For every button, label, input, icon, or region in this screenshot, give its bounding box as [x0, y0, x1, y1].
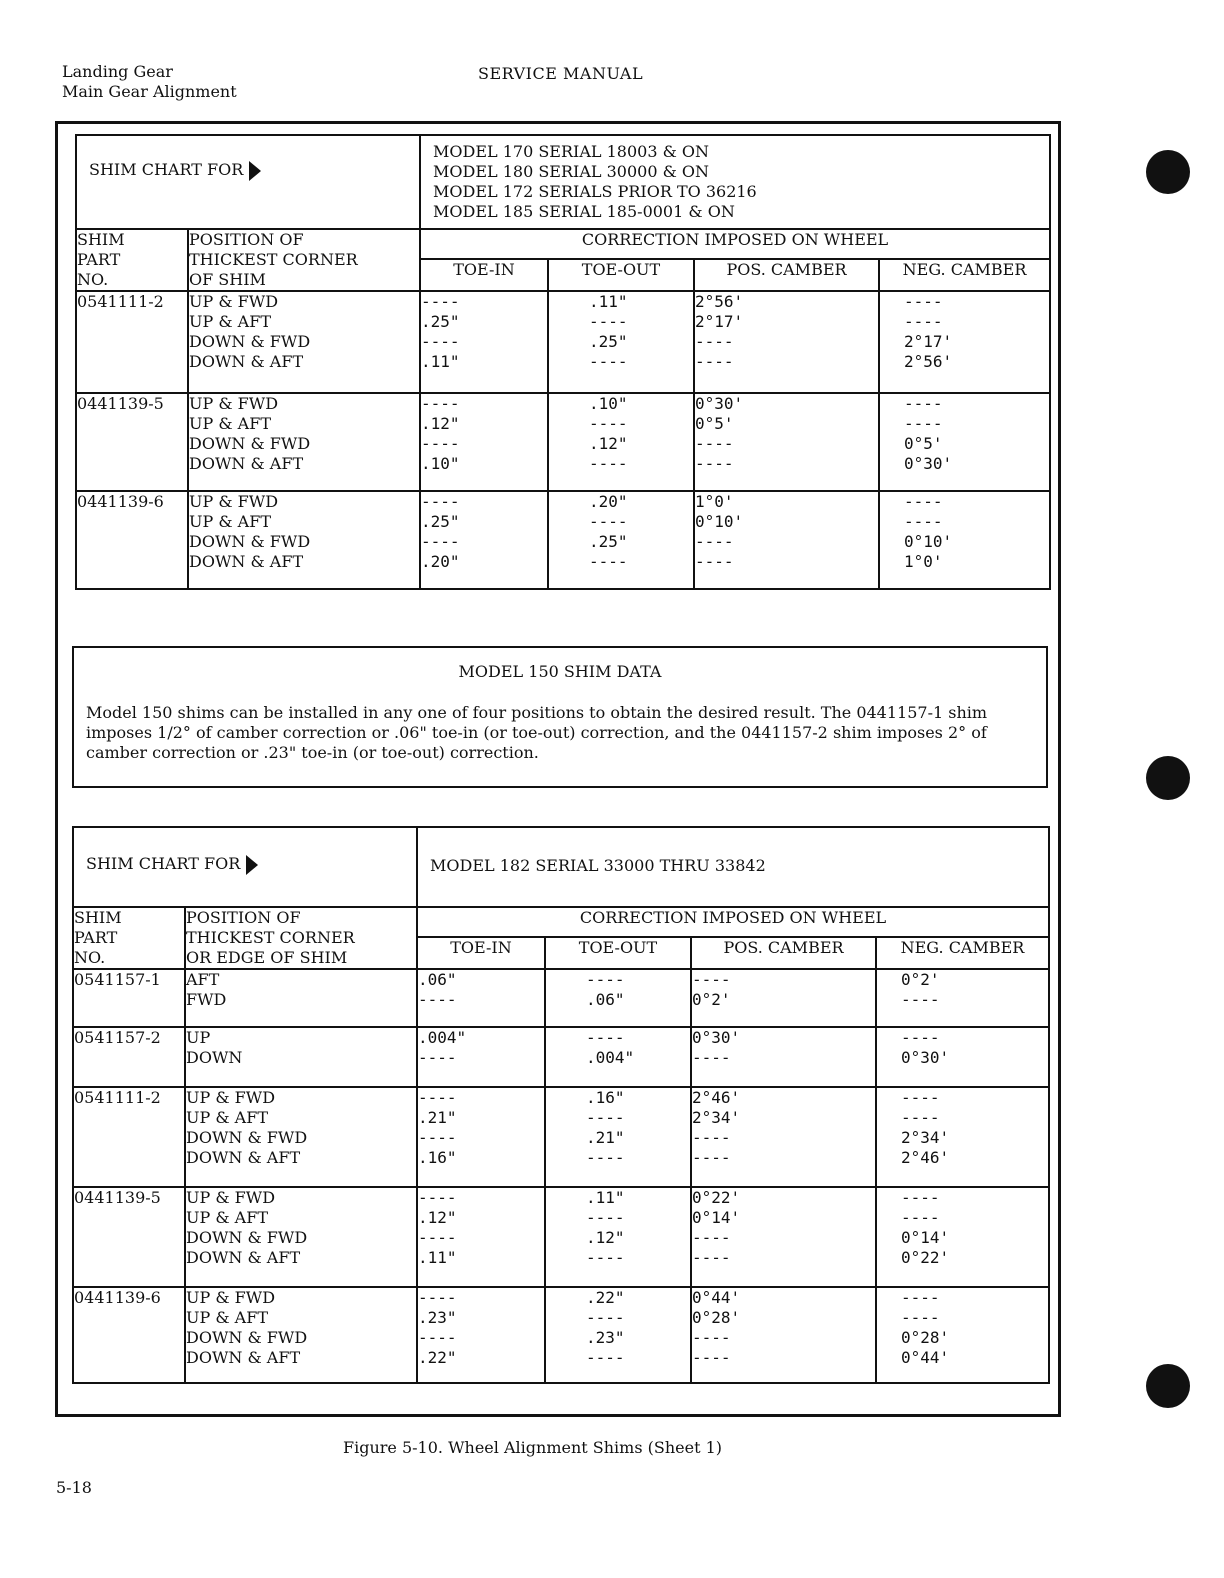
- col-position-header: POSITION OF THICKEST CORNER OF SHIM: [188, 229, 420, 291]
- toe-out-values: .20" ---- .25" ----: [548, 491, 694, 589]
- neg-camber-values: ---- ---- 0°10' 1°0': [879, 491, 1050, 589]
- toe-in-values: ---- .21" ---- .16": [417, 1087, 545, 1187]
- chart-1-shim-chart-for: SHIM CHART FOR: [89, 160, 244, 179]
- pos-camber-header: POS. CAMBER: [694, 259, 879, 291]
- positions: UP & FWD UP & AFT DOWN & FWD DOWN & AFT: [188, 491, 420, 589]
- arrow-right-icon: [246, 855, 258, 875]
- pos-camber-values: 2°46' 2°34' ---- ----: [691, 1087, 876, 1187]
- section-heading: [62, 62, 237, 102]
- table-row: [73, 1027, 1049, 1087]
- chart-1-models-cell: [420, 135, 1050, 229]
- pos-camber-values: 0°22' 0°14' ---- ----: [691, 1187, 876, 1287]
- neg-camber-values: ---- ---- 2°34' 2°46': [876, 1087, 1049, 1187]
- neg-camber-header: NEG. CAMBER: [879, 259, 1050, 291]
- chart-1-label-cell: [76, 135, 420, 229]
- chart-2-model-cell: [417, 827, 1049, 907]
- part-number: 0541157-1: [73, 969, 185, 1027]
- neg-camber-values: ---- ---- 0°5' 0°30': [879, 393, 1050, 491]
- toe-out-values: .16" ---- .21" ----: [545, 1087, 691, 1187]
- toe-in-header: TOE-IN: [417, 937, 545, 969]
- table-row: [76, 291, 1050, 393]
- toe-out-header: TOE-OUT: [545, 937, 691, 969]
- toe-out-values: ---- .06": [545, 969, 691, 1027]
- neg-camber-header: NEG. CAMBER: [876, 937, 1049, 969]
- part-number: 0441139-5: [73, 1187, 185, 1287]
- correction-header: CORRECTION IMPOSED ON WHEEL: [420, 229, 1050, 259]
- binder-hole-icon: [1146, 756, 1190, 800]
- chart-1-model: MODEL 185 SERIAL 185-0001 & ON: [433, 202, 735, 221]
- shim-table-2: [72, 826, 1050, 1384]
- toe-out-header: TOE-OUT: [548, 259, 694, 291]
- correction-header: CORRECTION IMPOSED ON WHEEL: [417, 907, 1049, 937]
- table-row: [73, 1087, 1049, 1187]
- shim-chart-2: [72, 826, 1048, 1384]
- pos-camber-header: POS. CAMBER: [691, 937, 876, 969]
- positions: AFT FWD: [185, 969, 417, 1027]
- positions: UP & FWD UP & AFT DOWN & FWD DOWN & AFT: [188, 393, 420, 491]
- positions: UP & FWD UP & AFT DOWN & FWD DOWN & AFT: [185, 1287, 417, 1383]
- part-number: 0541111-2: [73, 1087, 185, 1187]
- positions: UP & FWD UP & AFT DOWN & FWD DOWN & AFT: [185, 1087, 417, 1187]
- col-part-header: SHIM PART NO.: [76, 229, 188, 291]
- part-number: 0441139-5: [76, 393, 188, 491]
- neg-camber-values: ---- ---- 2°17' 2°56': [879, 291, 1050, 393]
- positions: UP & FWD UP & AFT DOWN & FWD DOWN & AFT: [188, 291, 420, 393]
- toe-in-values: .06" ----: [417, 969, 545, 1027]
- pos-camber-values: 0°44' 0°28' ---- ----: [691, 1287, 876, 1383]
- pos-camber-values: 0°30' 0°5' ---- ----: [694, 393, 879, 491]
- neg-camber-values: ---- ---- 0°14' 0°22': [876, 1187, 1049, 1287]
- arrow-right-icon: [249, 161, 261, 181]
- shim-chart-1: [75, 134, 1049, 590]
- toe-out-values: .11" ---- .12" ----: [545, 1187, 691, 1287]
- part-number: 0441139-6: [76, 491, 188, 589]
- part-number: 0441139-6: [73, 1287, 185, 1383]
- col-part-header: SHIM PART NO.: [73, 907, 185, 969]
- toe-in-values: ---- .23" ---- .22": [417, 1287, 545, 1383]
- model-150-title: MODEL 150 SHIM DATA: [458, 662, 662, 681]
- toe-in-values: ---- .12" ---- .10": [420, 393, 548, 491]
- chart-1-model: MODEL 180 SERIAL 30000 & ON: [433, 162, 710, 181]
- model-150-shim-data: [72, 646, 1048, 788]
- section-subtitle: Main Gear Alignment: [62, 82, 237, 101]
- neg-camber-values: ---- 0°30': [876, 1027, 1049, 1087]
- chart-2-model: MODEL 182 SERIAL 33000 THRU 33842: [430, 856, 766, 875]
- chart-2-label-cell: [73, 827, 417, 907]
- chart-1-model: MODEL 172 SERIALS PRIOR TO 36216: [433, 182, 757, 201]
- table-row: [76, 393, 1050, 491]
- figure-caption: Figure 5-10. Wheel Alignment Shims (Sheet 1): [343, 1438, 723, 1457]
- shim-table-1: [75, 134, 1051, 590]
- pos-camber-values: 1°0' 0°10' ---- ----: [694, 491, 879, 589]
- pos-camber-values: 2°56' 2°17' ---- ----: [694, 291, 879, 393]
- part-number: 0541157-2: [73, 1027, 185, 1087]
- pos-camber-values: ---- 0°2': [691, 969, 876, 1027]
- part-number: 0541111-2: [76, 291, 188, 393]
- neg-camber-values: 0°2' ----: [876, 969, 1049, 1027]
- toe-out-values: ---- .004": [545, 1027, 691, 1087]
- toe-in-values: ---- .25" ---- .20": [420, 491, 548, 589]
- page-number: 5-18: [56, 1478, 92, 1497]
- toe-out-values: .11" ---- .25" ----: [548, 291, 694, 393]
- neg-camber-values: ---- ---- 0°28' 0°44': [876, 1287, 1049, 1383]
- binder-hole-icon: [1146, 1364, 1190, 1408]
- binder-hole-icon: [1146, 150, 1190, 194]
- toe-in-header: TOE-IN: [420, 259, 548, 291]
- table-row: [73, 1287, 1049, 1383]
- table-row: [76, 491, 1050, 589]
- manual-title: SERVICE MANUAL: [478, 64, 644, 83]
- toe-out-values: .22" ---- .23" ----: [545, 1287, 691, 1383]
- toe-in-values: .004" ----: [417, 1027, 545, 1087]
- chart-2-shim-chart-for: SHIM CHART FOR: [86, 854, 241, 873]
- toe-in-values: ---- .25" ---- .11": [420, 291, 548, 393]
- table-row: [73, 969, 1049, 1027]
- section-title: Landing Gear: [62, 62, 173, 81]
- positions: UP DOWN: [185, 1027, 417, 1087]
- toe-out-values: .10" ---- .12" ----: [548, 393, 694, 491]
- table-row: [73, 1187, 1049, 1287]
- positions: UP & FWD UP & AFT DOWN & FWD DOWN & AFT: [185, 1187, 417, 1287]
- pos-camber-values: 0°30' ----: [691, 1027, 876, 1087]
- toe-in-values: ---- .12" ---- .11": [417, 1187, 545, 1287]
- chart-1-model: MODEL 170 SERIAL 18003 & ON: [433, 142, 710, 161]
- model-150-body: Model 150 shims can be installed in any one of four positions to obtain the desired result. The 0441157-1 shim imposes 1/2° of camber correction or .06" toe-in (or toe-out) correction, and the 0441157-2 shim imposes 2° of camber correction or .23" toe-in (or toe-out) correction.: [86, 703, 988, 762]
- col-position-header: POSITION OF THICKEST CORNER OR EDGE OF SHIM: [185, 907, 417, 969]
